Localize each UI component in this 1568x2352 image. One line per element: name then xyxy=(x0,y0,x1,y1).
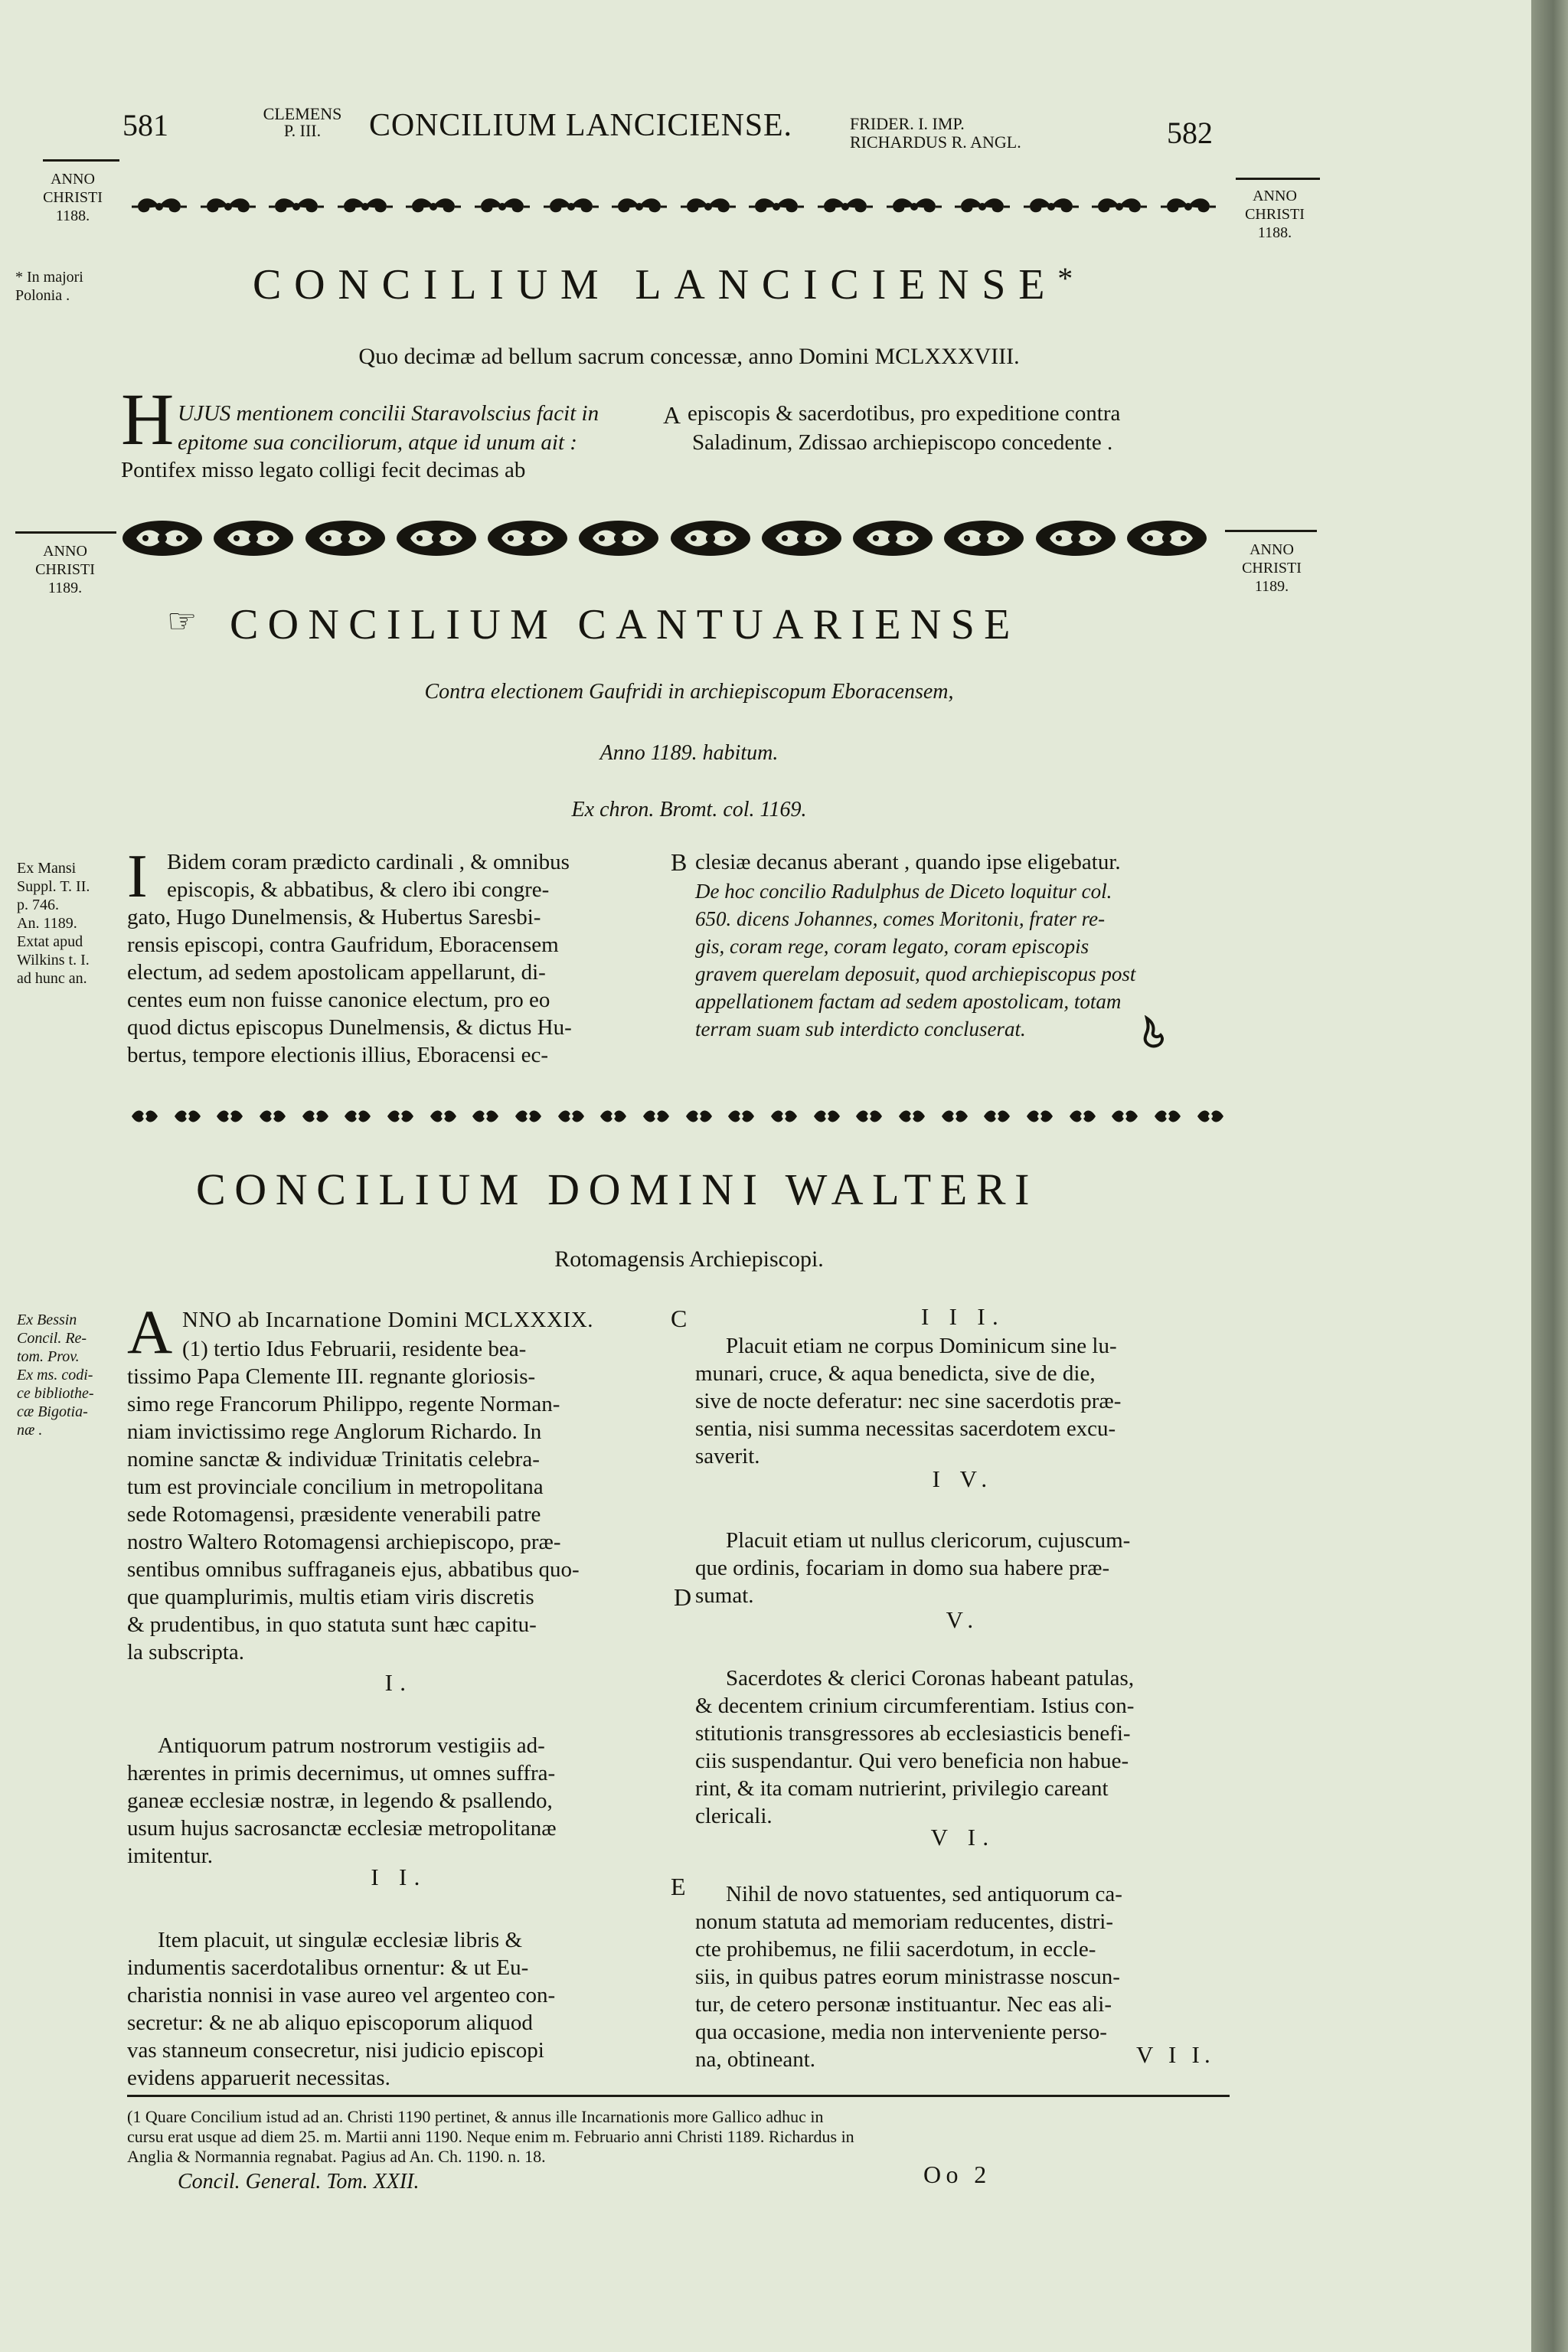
text-line: tissimo Papa Clemente III. regnante gloriosis- xyxy=(127,1364,536,1389)
text-line: qua occasione, media non interveniente perso- xyxy=(695,2020,1107,2044)
side-note-line: Concil. Re- xyxy=(17,1330,87,1347)
text-line: ganeæ ecclesiæ nostræ, in legendo & psallendo, xyxy=(127,1788,553,1813)
section-heading-5: V. xyxy=(946,1606,981,1633)
side-note-line: p. 746. xyxy=(17,897,59,913)
text-line: episcopis, & abbatibus, & clero ibi congre- xyxy=(167,877,550,902)
text-line: que quamplurimis, multis etiam viris discretis xyxy=(127,1585,534,1609)
text-line: clericali. xyxy=(695,1804,773,1828)
side-notes-mansi xyxy=(17,859,124,988)
text-line: nomine sanctæ & individuæ Trinitatis celebra- xyxy=(127,1447,540,1472)
text-line: nonum statuta ad memoriam reducentes, distri- xyxy=(695,1909,1114,1934)
text-line: quod dictus episcopus Dunelmensis, & dictus Hu- xyxy=(127,1015,572,1040)
kings-line-2: RICHARDUS R. ANGL. xyxy=(850,132,1021,152)
text-line: rensis episcopi, contra Gaufridum, Eboracensem xyxy=(127,933,559,957)
section-4-text xyxy=(695,1527,1231,1609)
christi-word: CHRISTI xyxy=(43,189,103,206)
side-note-line: Extat apud xyxy=(17,933,83,950)
anno-label-left-1188 xyxy=(31,170,115,225)
text-line: & prudentibus, in quo statuta sunt hæc capitu- xyxy=(127,1612,537,1637)
note-line: gravem querelam deposuit, quod archiepiscopus post xyxy=(695,962,1136,985)
anno-word: ANNO xyxy=(43,543,87,560)
anno-label-right-1188 xyxy=(1225,187,1325,242)
side-notes-bessin xyxy=(17,1311,109,1439)
anno-word: ANNO xyxy=(1250,541,1294,558)
drop-initial-h: H xyxy=(121,378,175,460)
footnote-line: (1 Quare Concilium istud ad an. Christi 1190 pertinet, & annus ille Incarnationis more Gallico adhuc in xyxy=(127,2107,824,2126)
pope-line-2: P. III. xyxy=(283,121,322,140)
text-line: tur, de cetero personæ instituantur. Nec eas ali- xyxy=(695,1992,1112,2017)
footnote-line: Anglia & Normannia regnabat. Pagius ad An. Ch. 1190. n. 18. xyxy=(127,2147,546,2166)
volume-signature: Concil. General. Tom. XXII. xyxy=(178,2170,420,2194)
cantuar-left-column xyxy=(127,843,674,1069)
section-1-text xyxy=(127,1732,671,1870)
anno-rule-right-1 xyxy=(1236,178,1320,180)
side-note-line: Suppl. T. II. xyxy=(17,878,90,895)
text-line: sumat. xyxy=(695,1583,754,1608)
text-line: simo rege Francorum Philippo, regente Norman- xyxy=(127,1392,560,1416)
text-line: evidens apparuerit necessitas. xyxy=(127,2066,390,2090)
page-number-left: 581 xyxy=(122,108,168,142)
text-line: niam invictissimo rege Anglorum Richardo. In xyxy=(127,1419,542,1444)
side-note-line: Ex Mansi xyxy=(17,860,77,877)
text-line: nostro Waltero Rotomagensi archiepiscopo, præ- xyxy=(127,1530,561,1554)
text-line: vas stanneum consecretur, nisi judicio episcopi xyxy=(127,2038,544,2063)
text-line: gato, Hugo Dunelmensis, & Hubertus Saresbi- xyxy=(127,905,541,929)
cantuar-right-first: clesiæ decanus aberant , quando ipse eligebatur. xyxy=(695,850,1121,874)
text-line: charistia nonnisi in vase aureo vel argenteo con- xyxy=(127,1983,556,2007)
side-note-line: ad hunc an. xyxy=(17,970,87,987)
year-label: 1189. xyxy=(1254,578,1289,595)
section-heading-2: I I. xyxy=(371,1864,427,1890)
footnote-text xyxy=(127,2107,1230,2167)
text-line: siis, in quibus patres eorum ministrasse noscun- xyxy=(695,1965,1120,1989)
gathering-signature: Oo 2 xyxy=(923,2161,991,2188)
walteri-intro-second: (1) tertio Idus Februarii, residente bea- xyxy=(182,1337,527,1361)
text-line: sentibus omnibus suffraganeis ejus, abbatibus quo- xyxy=(127,1557,580,1582)
text-line: Placuit etiam ne corpus Dominicum sine lu- xyxy=(726,1334,1117,1358)
note-line: terram suam sub interdicto concluserat. xyxy=(695,1018,1026,1040)
anno-label-right-1189 xyxy=(1222,541,1321,596)
council-subtitle-lanciciense: Quo decimæ ad bellum sacrum concessæ, anno Domini MCLXXXVIII. xyxy=(358,344,1020,369)
margin-letter-a: A xyxy=(663,401,681,429)
text-line: bertus, tempore electionis illius, Eboracensi ec- xyxy=(127,1043,549,1067)
fleuron-band-icon xyxy=(130,184,1217,230)
walteri-subtitle: Rotomagensis Archiepiscopi. xyxy=(554,1246,824,1272)
text-line: sede Rotomagensi, præsidente venerabili patre xyxy=(127,1502,541,1527)
text-line: sentia, nisi summa necessitas sacerdotem excu- xyxy=(695,1416,1116,1441)
section-heading-7: V I I. xyxy=(1136,2041,1215,2068)
pope-reign xyxy=(245,106,360,139)
anno-rule-left-1 xyxy=(43,159,119,162)
book-gutter xyxy=(1531,0,1568,2352)
text-line: sive de nocte deferatur: nec sine sacerdotis præ- xyxy=(695,1389,1122,1413)
side-note-line: Ex Bessin xyxy=(17,1312,77,1328)
christi-word: CHRISTI xyxy=(35,561,95,578)
anno-label-left-1189 xyxy=(23,542,107,597)
council-title-cantuariense: CONCILIUM CANTUARIENSE xyxy=(230,601,1020,648)
christi-word: CHRISTI xyxy=(1245,206,1305,223)
section-5-text xyxy=(695,1664,1231,1830)
lanc-left-line-3: Pontifex misso legato colligi fecit decimas ab xyxy=(121,458,526,482)
section-heading-1: I. xyxy=(384,1669,413,1696)
kings-reign xyxy=(850,115,1102,152)
text-line: indumentis sacerdotalibus ornentur: & ut Eu- xyxy=(127,1955,529,1980)
text-line: cte prohibemus, ne filii sacerdotum, in eccle- xyxy=(695,1937,1096,1962)
text-line: hærentes in primis decernimus, ut omnes suffra- xyxy=(127,1761,556,1785)
vine-band-icon xyxy=(130,1101,1225,1132)
text-line: na, obtineant. xyxy=(695,2047,816,2072)
margin-letter-d: D xyxy=(674,1583,692,1611)
text-line: usum hujus sacrosanctæ ecclesiæ metropolitanæ xyxy=(127,1816,557,1841)
side-note-line: * In majori xyxy=(15,269,83,286)
title-text: CONCILIUM LANCICIENSE xyxy=(253,261,1058,309)
section-2-text xyxy=(127,1926,671,2092)
side-note-line: tom. Prov. xyxy=(17,1348,80,1365)
margin-letter-b: B xyxy=(671,848,688,876)
text-line: rint, & ita comam nutrierint, privilegio careant xyxy=(695,1776,1109,1801)
side-note-majori xyxy=(15,268,122,305)
council-title-lanciciense xyxy=(253,260,1086,309)
text-line: Antiquorum patrum nostrorum vestigiis ad- xyxy=(158,1733,545,1758)
walteri-intro-first: NNO ab Incarnatione Domini MCLXXXIX. xyxy=(182,1308,594,1332)
year-label: 1188. xyxy=(1257,224,1292,241)
walteri-intro xyxy=(127,1363,671,1666)
side-note-line: Ex ms. codi- xyxy=(17,1367,93,1383)
side-note-line: An. 1189. xyxy=(17,915,77,932)
text-line: ciis suspendantur. Qui vero beneficia non habue- xyxy=(695,1749,1129,1773)
lanc-right-line-1: episcopis & sacerdotibus, pro expeditione contra xyxy=(688,401,1121,426)
text-line: Sacerdotes & clerici Coronas habeant patulas, xyxy=(726,1666,1135,1690)
cantuar-subtitle-2: Anno 1189. habitum. xyxy=(599,741,779,765)
section-heading-6: V I. xyxy=(930,1824,996,1851)
text-line: Bidem coram prædicto cardinali , & omnibus xyxy=(167,850,570,874)
text-line: secretur: & ne ab aliquo episcoporum aliquod xyxy=(127,2011,533,2035)
note-line: gis, coram rege, coram legato, coram episcopis xyxy=(695,935,1089,958)
side-note-line: næ . xyxy=(17,1422,43,1439)
kings-line-1: FRIDER. I. IMP. xyxy=(850,114,965,133)
footnote-line: cursu erat usque ad diem 25. m. Martii anni 1190. Neque enim m. Februario anni Christi 1189. Richardus in xyxy=(127,2127,854,2146)
footnote-rule xyxy=(127,2095,1230,2097)
text-line: munari, cruce, & aqua benedicta, sive de die, xyxy=(695,1361,1096,1386)
note-line: 650. dicens Johannes, comes Moritoniι, frater re- xyxy=(695,907,1106,930)
section-heading-4: I V. xyxy=(932,1465,995,1492)
year-label: 1189. xyxy=(47,580,83,596)
margin-letter-c: C xyxy=(671,1305,688,1332)
side-note-line: cæ Bigotia- xyxy=(17,1403,88,1420)
side-note-line: Wilkins t. I. xyxy=(17,952,90,969)
margin-letter-e: E xyxy=(671,1873,686,1900)
text-line: Placuit etiam ut nullus clericorum, cujuscum- xyxy=(726,1528,1131,1553)
side-note-line: ce bibliothe- xyxy=(17,1385,94,1402)
section-3-text xyxy=(695,1332,1231,1470)
cantuar-subtitle-3: Ex chron. Bromt. col. 1169. xyxy=(571,798,807,822)
acanthus-band-icon xyxy=(121,510,1208,567)
christi-word: CHRISTI xyxy=(1242,560,1302,577)
text-line: imitentur. xyxy=(127,1844,213,1868)
note-line: appellationem factam ad sedem apostolicam, totam xyxy=(695,990,1122,1013)
cantuar-subtitle-1: Contra electionem Gaufridi in archiepiscopum Eboracensem, xyxy=(424,680,954,704)
anno-word: ANNO xyxy=(51,171,95,188)
lanc-left-line-1: UJUS mentionem concilii Staravolscius facit in xyxy=(178,401,599,426)
text-line: stitutionis transgressores ab ecclesiasticis benefi- xyxy=(695,1721,1131,1746)
lanc-left-line-2: epitome sua conciliorum, atque id unum ait : xyxy=(178,430,577,455)
text-line: electum, ad sedem apostolicam appellarunt, di- xyxy=(127,960,546,985)
lanc-right-line-2: Saladinum, Zdissao archiepiscopo concedente . xyxy=(692,430,1113,455)
anno-rule-left-2 xyxy=(15,531,116,534)
drop-initial-a: A xyxy=(127,1297,173,1367)
note-line: De hoc concilio Radulphus de Diceto loquitur col. xyxy=(695,880,1112,903)
text-line: saverit. xyxy=(695,1444,760,1468)
side-note-line: Polonia . xyxy=(15,287,70,304)
text-line: centes eum non fuisse canonice electum, pro eo xyxy=(127,988,550,1012)
running-title: CONCILIUM LANCICIENSE. xyxy=(369,108,792,143)
page-number-right: 582 xyxy=(1167,116,1213,150)
anno-rule-right-2 xyxy=(1225,530,1317,532)
pointing-hand-small-icon xyxy=(1141,1015,1168,1056)
section-heading-3: I I I. xyxy=(920,1303,1006,1330)
text-line: Nihil de novo statuentes, sed antiquorum ca- xyxy=(726,1882,1122,1906)
text-line: tum est provinciale concilium in metropolitana xyxy=(127,1475,544,1499)
text-line: & decentem crinium circumferentiam. Istius con- xyxy=(695,1694,1135,1718)
text-line: que ordinis, focariam in domo sua habere præ- xyxy=(695,1556,1110,1580)
year-label: 1188. xyxy=(55,207,90,224)
pope-line-1: CLEMENS xyxy=(263,104,342,123)
pointing-hand-icon: ☞ xyxy=(167,602,198,641)
text-line: la subscripta. xyxy=(127,1640,245,1664)
council-title-walteri: CONCILIUM DOMINI WALTERI xyxy=(196,1165,1039,1214)
drop-initial-i: I xyxy=(127,843,148,910)
title-asterisk: * xyxy=(1057,261,1086,296)
anno-word: ANNO xyxy=(1253,188,1297,204)
text-line: Item placuit, ut singulæ ecclesiæ libris & xyxy=(158,1928,523,1952)
